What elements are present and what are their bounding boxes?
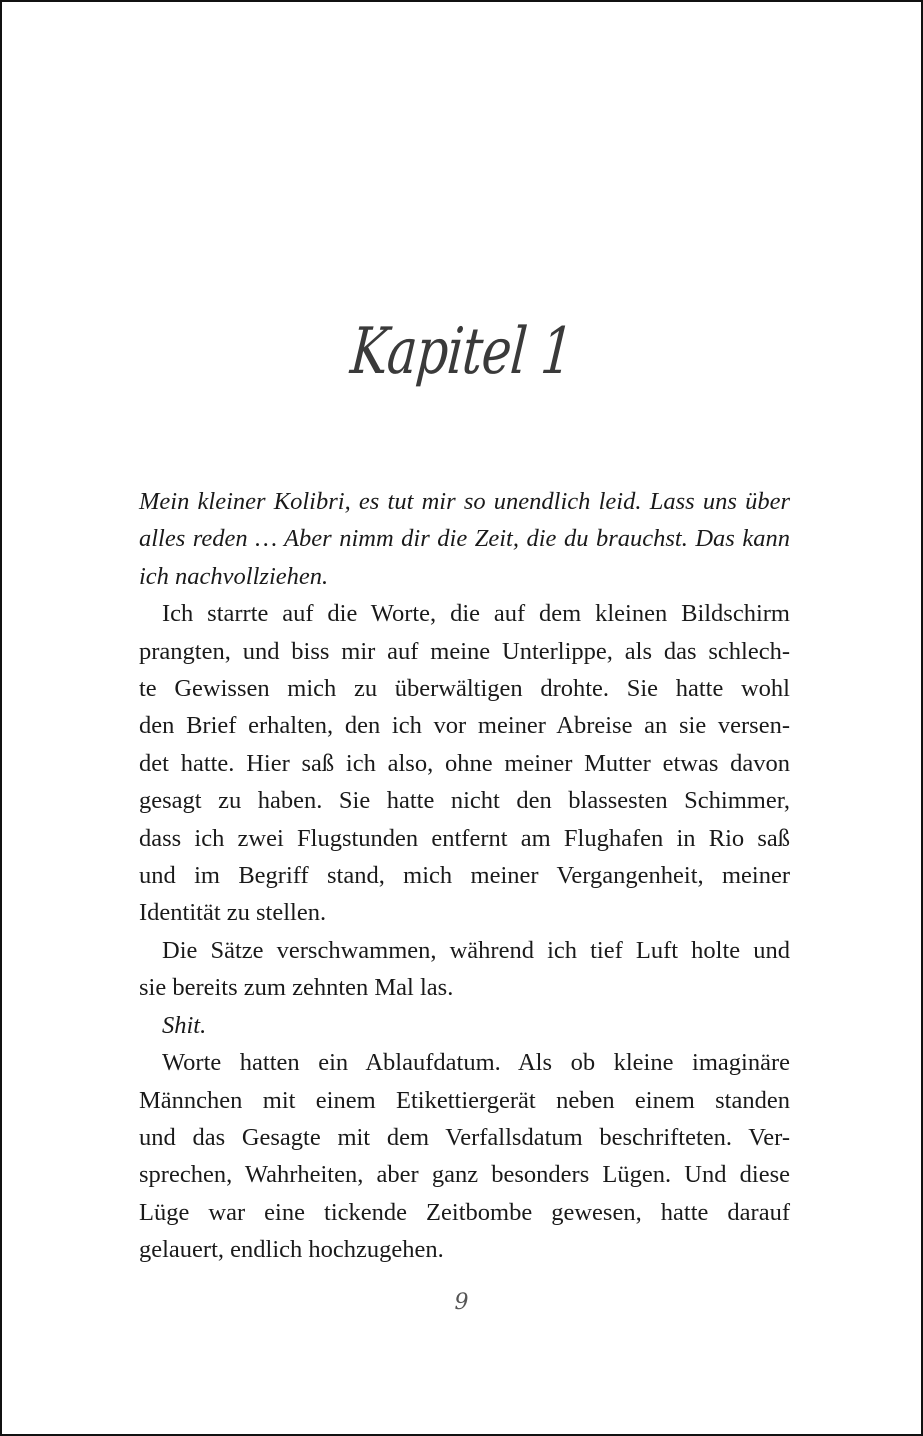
- text-line: alles reden … Aber nimm dir die Zeit, die du brauchst. Das kann: [139, 525, 790, 553]
- text-line: Mein kleiner Kolibri, es tut mir so unendlich leid. Lass uns über: [139, 488, 790, 515]
- text-line: Lüge war eine tickende Zeitbombe gewesen, hatte darauf: [139, 1198, 790, 1226]
- text-line: gelauert, endlich hochzugehen.: [139, 1236, 444, 1264]
- text-line: Worte hatten ein Ablaufdatum. Als ob kleine imaginäre: [162, 1049, 790, 1077]
- text-line: ich nachvollziehen.: [139, 562, 329, 590]
- text-line: prangten, und biss mir auf meine Unterlippe, als das schlech-: [139, 637, 790, 665]
- text-line: Shit.: [162, 1011, 207, 1039]
- text-line: Die Sätze verschwammen, während ich tief Luft holte und: [162, 936, 790, 964]
- text-line: det hatte. Hier saß ich also, ohne meiner Mutter etwas davon: [139, 749, 790, 777]
- paragraph-message: [139, 483, 790, 595]
- text-line: Männchen mit einem Etikettiergerät neben einem standen: [139, 1086, 790, 1114]
- paragraph: [139, 932, 790, 1007]
- text-line: und im Begriff stand, mich meiner Vergangenheit, meiner: [139, 862, 790, 890]
- text-line: und das Gesagte mit dem Verfallsdatum beschrifteten. Ver-: [139, 1123, 790, 1151]
- paragraph: [139, 1044, 790, 1268]
- page-number: 9: [454, 1290, 469, 1315]
- text-line: Ich starrte auf die Worte, die auf dem kleinen Bildschirm: [162, 600, 790, 628]
- text-line: sie bereits zum zehnten Mal las.: [139, 974, 454, 1002]
- text-line: sprechen, Wahrheiten, aber ganz besonders Lügen. Und diese: [139, 1161, 790, 1189]
- text-line: den Brief erhalten, den ich vor meiner Abreise an sie versen-: [139, 712, 790, 740]
- text-line: dass ich zwei Flugstunden entfernt am Flughafen in Rio saß: [139, 824, 790, 852]
- text-line: gesagt zu haben. Sie hatte nicht den blassesten Schimmer,: [139, 787, 790, 815]
- chapter-title: Kapitel 1: [347, 315, 576, 389]
- paragraph: [139, 595, 790, 932]
- text-line: te Gewissen mich zu überwältigen drohte. Sie hatte wohl: [139, 675, 790, 703]
- body-text: [139, 483, 790, 1269]
- text-line: Identität zu stellen.: [139, 899, 327, 927]
- paragraph-exclamation: [139, 1007, 790, 1044]
